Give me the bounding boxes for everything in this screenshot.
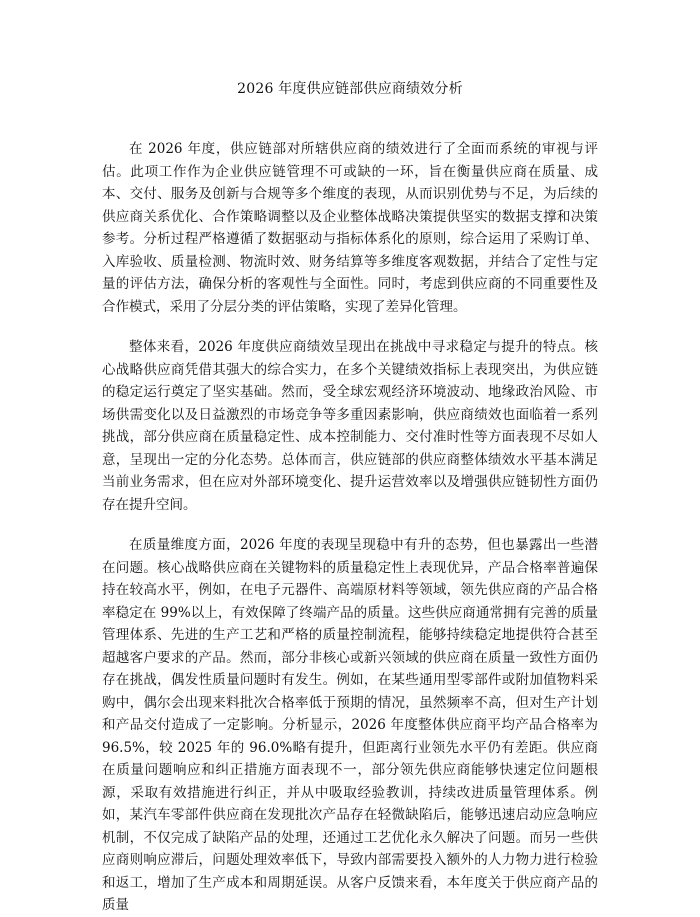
paragraph-overall-assessment: 整体来看，2026 年度供应商绩效呈现出在挑战中寻求稳定与提升的特点。核心战略供应商凭借其强大的综合实力，在多个关键绩效指标上表现突出，为供应链的稳定运行奠定了坚实基础。然而，受全球宏观经济环境波动、地缘政治风险、市场供需变化以及日益激烈的市场竞争等多重因素影响，供应商绩效也面临着一系列挑战，部分供应商在质量稳定性、成本控制能力、交付准时性等方面表现不尽如人意，呈现出一定的分化态势。总体而言，供应链部的供应商整体绩效水平基本满足当前业务需求，但在应对外部环境变化、提升运营效率以及增强供应链韧性方面仍存在提升空间。 [102,339,598,513]
document-title: 2026 年度供应链部供应商绩效分析 [237,81,463,97]
paragraph-overview: 在 2026 年度，供应链部对所辖供应商的绩效进行了全面而系统的审视与评估。此项工作作为企业供应链管理不可或缺的一环，旨在衡量供应商在质量、成本、交付、服务及创新与合规等多个维度的表现，从而识别优势与不足，为后续的供应商关系优化、合作策略调整以及企业整体战略决策提供坚实的数据支撑和决策参考。分析过程严格遵循了数据驱动与指标体系化的原则，综合运用了采购订单、入库验收、质量检测、物流时效、财务结算等多维度客观数据，并结合了定性与定量的评估方法，确保分析的客观性与全面性。同时，考虑到供应商的不同重要性及合作模式，采用了分层分类的评估策略，实现了差异化管理。 [102,141,598,315]
paragraph-quality-dimension: 在质量维度方面，2026 年度的表现呈现稳中有升的态势，但也暴露出一些潜在问题。核心战略供应商在关键物料的质量稳定性上表现优异，产品合格率普遍保持在较高水平，例如，在电子元器件、高端原材料等领域，领先供应商的产品合格率稳定在 99%以上，有效保障了终端产品的质量。这些供应商通常拥有完善的质量管理体系、先进的生产工艺和严格的质量控制流程，能够持续稳定地提供符合甚至超越客户要求的产品。然而，部分非核心或新兴领域的供应商在质量一致性方面仍存在挑战，偶发性质量问题时有发生。例如，在某些通用型零部件或附加值物料采购中，偶尔会出现来料批次合格率低于预期的情况，虽然频率不高，但对生产计划和产品交付造成了一定影响。分析显示，2026 年度整体供应商平均产品合格率为 96.5%，较 2025 年的 96.0%略有提升，但距离行业领先水平仍有差距。供应商在质量问题响应和纠正措施方面表现不一，部分领先供应商能够快速定位问题根源，采取有效措施进行纠正，并从中吸取经验教训，持续改进质量管理体系。例如，某汽车零部件供应商在发现批次产品存在轻微缺陷后，能够迅速启动应急响应机制，不仅完成了缺陷产品的处理，还通过工艺优化永久解决了问题。而另一些供应商则响应滞后，问题处理效率低下，导致内部需要投入额外的人力物力进行检验和返工，增加了生产成本和周期延误。从客户反馈来看，本年度关于供应商产品的质量 [102,537,598,913]
document-body [102,138,598,917]
